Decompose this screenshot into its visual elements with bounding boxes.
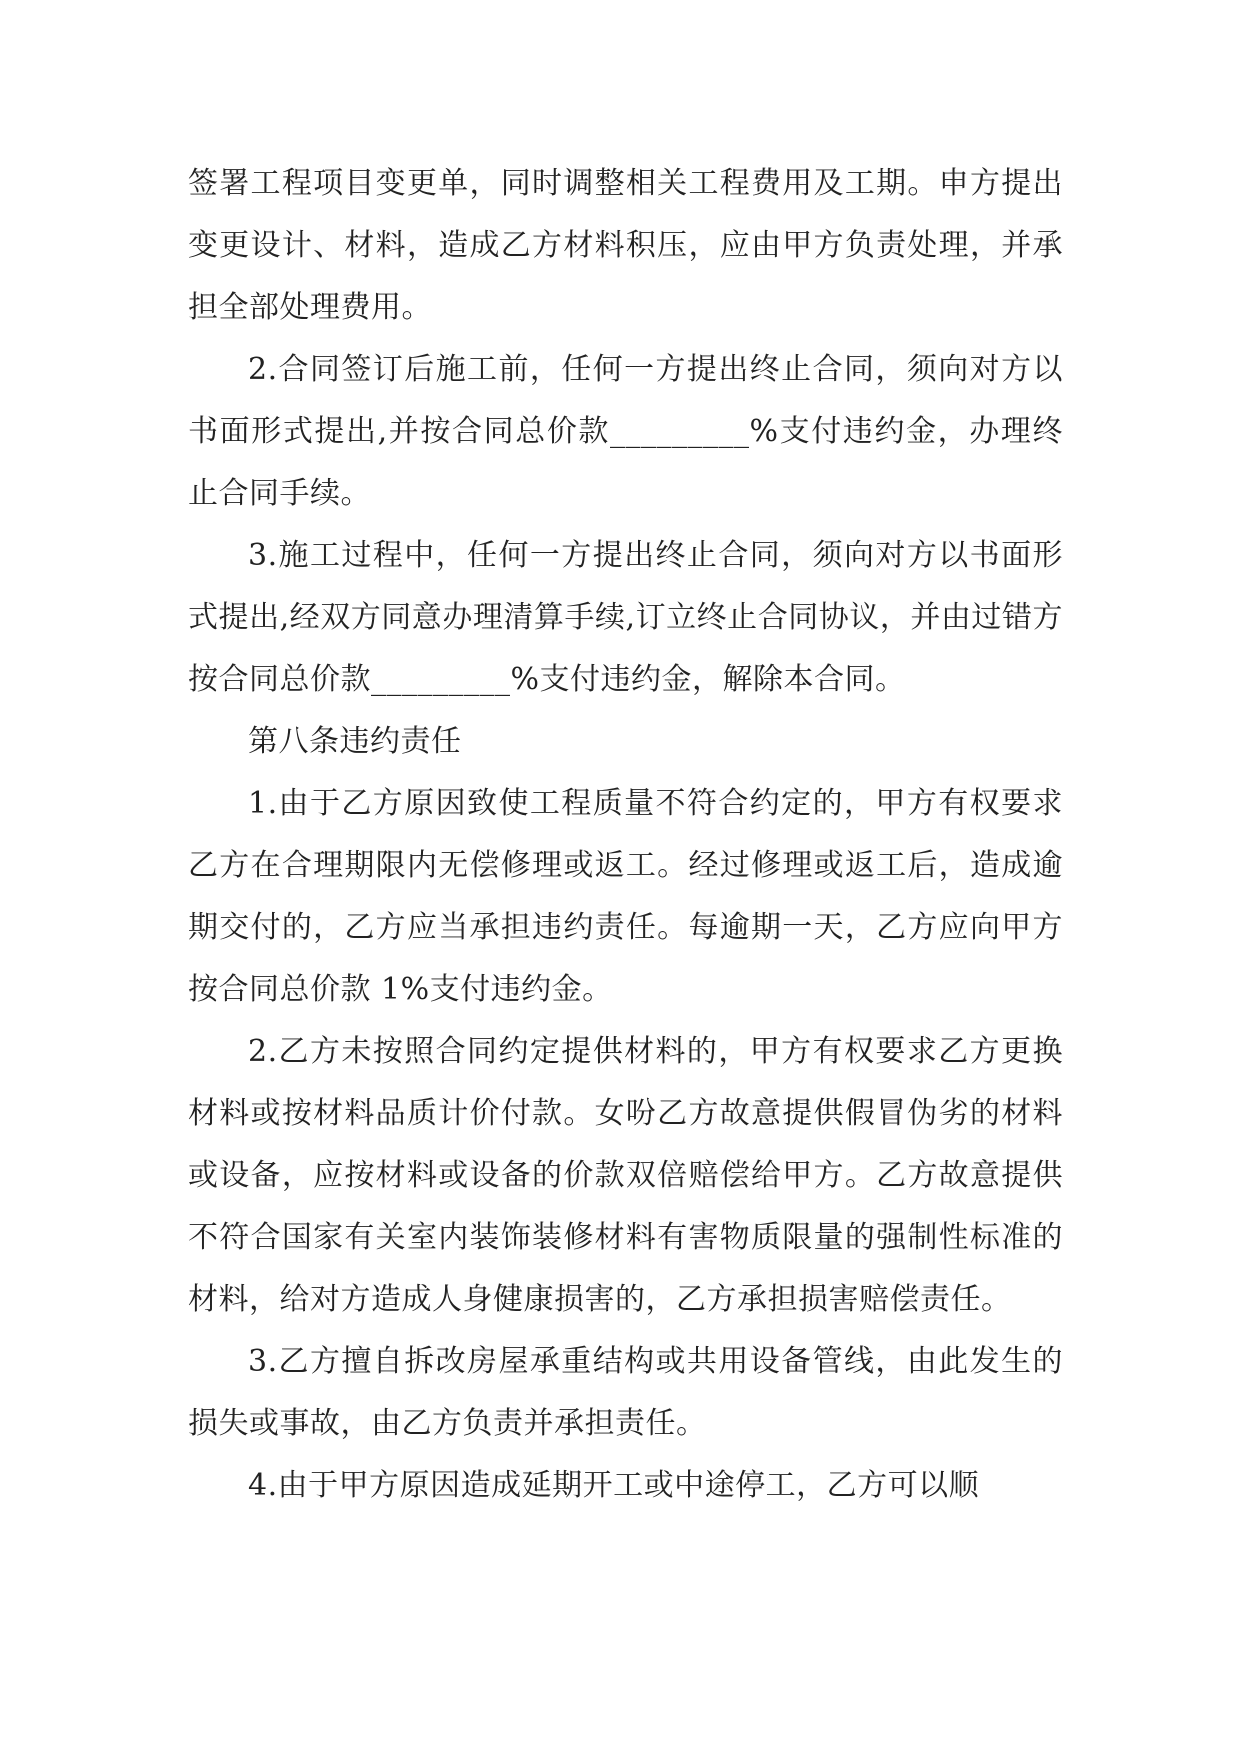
paragraph-continuation: 签署工程项目变更单，同时调整相关工程费用及工期。申方提出变更设计、材料，造成乙方材料积压，应由甲方负责处理，并承担全部处理费用。	[188, 166, 1063, 325]
paragraph-liability-2: 2.乙方未按照合同约定提供材料的，甲方有权要求乙方更换材料或按材料品质计价付款。女吩乙方故意提供假冒伪劣的材料或设备，应按材料或设备的价款双倍赔偿给甲方。乙方故意提供不符合国家有关室内装饰装修材料有害物质限量的强制性标准的材料，给对方造成人身健康损害的，乙方承担损害赔偿责任。	[188, 1034, 1063, 1317]
paragraph-liability-1: 1.由于乙方原因致使工程质量不符合约定的，甲方有权要求乙方在合理期限内无偿修理或返工。经过修理或返工后，造成逾期交付的，乙方应当承担违约责任。每逾期一天，乙方应向甲方按合同总价款 1%支付违约金。	[188, 786, 1063, 1007]
paragraph-liability-3: 3.乙方擅自拆改房屋承重结构或共用设备管线，由此发生的损失或事故，由乙方负责并承担责任。	[188, 1344, 1063, 1441]
section-heading-article-8: 第八条违约责任	[248, 724, 462, 759]
paragraph-clause-3: 3.施工过程中，任何一方提出终止合同，须向对方以书面形式提出,经双方同意办理清算手续,订立终止合同协议，并由过错方按合同总价款_________%支付违约金，解除本合同。	[188, 538, 1063, 697]
paragraph-clause-2: 2.合同签订后施工前，任何一方提出终止合同，须向对方以书面形式提出,并按合同总价款_________%支付违约金，办理终止合同手续。	[188, 352, 1063, 511]
paragraph-liability-4: 4.由于甲方原因造成延期开工或中途停工，乙方可以顺	[248, 1468, 980, 1503]
document-body	[188, 153, 1063, 1517]
